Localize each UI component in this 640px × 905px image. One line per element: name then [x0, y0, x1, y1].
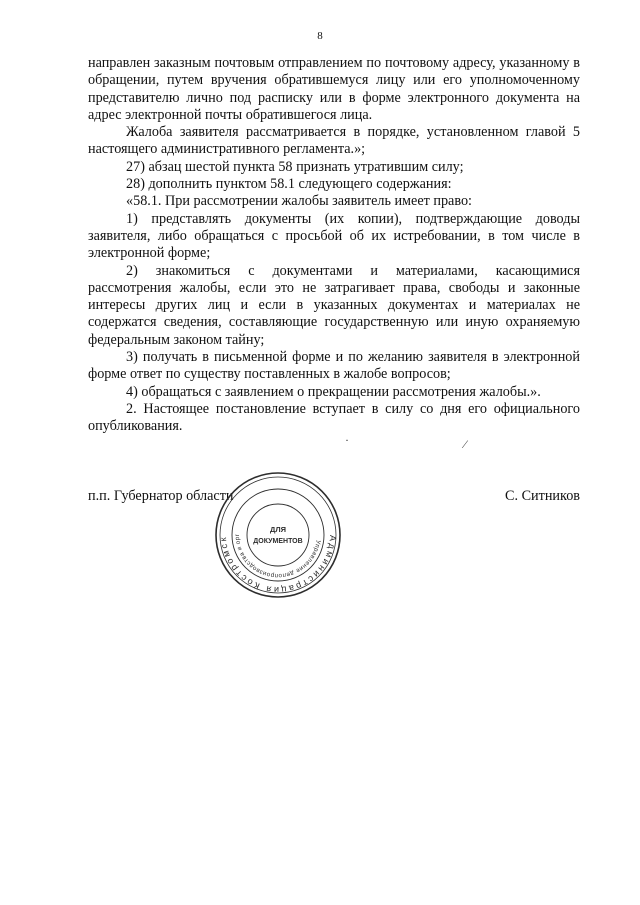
- stamp-center-line1: ДЛЯ: [270, 525, 286, 534]
- paragraph: 3) получать в письменной форме и по желанию заявителя в электронной форме ответ по существу поставленных в жалобе вопросов;: [88, 349, 580, 383]
- paragraph: 27) абзац шестой пункта 58 признать утратившим силу;: [126, 158, 464, 175]
- paragraph: «58.1. При рассмотрении жалобы заявитель имеет право:: [126, 193, 472, 210]
- paragraph: 1) представлять документы (их копии), подтверждающие доводы заявителя, либо обращаться с просьбой об их истребовании, в том числе в электронной форме;: [88, 210, 580, 262]
- stamp-seal-icon: [213, 470, 343, 600]
- stamp-outer-text: Администрация Костромск: [217, 534, 339, 596]
- page-number: 8: [317, 30, 323, 42]
- paragraph: 4) обращаться с заявлением о прекращении рассмотрения жалобы.».: [126, 383, 541, 400]
- official-stamp: [213, 470, 343, 600]
- document-body: [88, 55, 580, 436]
- stray-mark: ⁄: [464, 437, 467, 451]
- stamp-center-line2: ДОКУМЕНТОВ: [253, 538, 303, 545]
- signatory-position: п.п. Губернатор области: [88, 488, 234, 504]
- stray-mark: ·: [345, 433, 349, 447]
- paragraph: направлен заказным почтовым отправлением по почтовому адресу, указанному в обращении, путем вручения обратившемуся лицу или его уполномоченному представителю лично под расписку или в форме электронного документа на адрес электронной почты обратившегося лица.: [88, 55, 580, 123]
- paragraph: 2) знакомиться с документами и материалами, касающимися рассмотрения жалобы, если это не затрагивает права, свободы и законные интересы других лиц и если в указанных документах и материалах не содержатся сведения, составляющие государственную или иную охраняемую федеральным законом тайну;: [88, 262, 580, 348]
- paragraph: 28) дополнить пунктом 58.1 следующего содержания:: [126, 176, 452, 193]
- stamp-inner-text: Управление делопроизводства и орг: [233, 533, 322, 580]
- signatory-name: С. Ситников: [505, 488, 580, 504]
- paragraph: Жалоба заявителя рассматривается в порядке, установленном главой 5 настоящего административного регламента.»;: [88, 124, 580, 158]
- paragraph: 2. Настоящее постановление вступает в силу со дня его официального опубликования.: [88, 400, 580, 435]
